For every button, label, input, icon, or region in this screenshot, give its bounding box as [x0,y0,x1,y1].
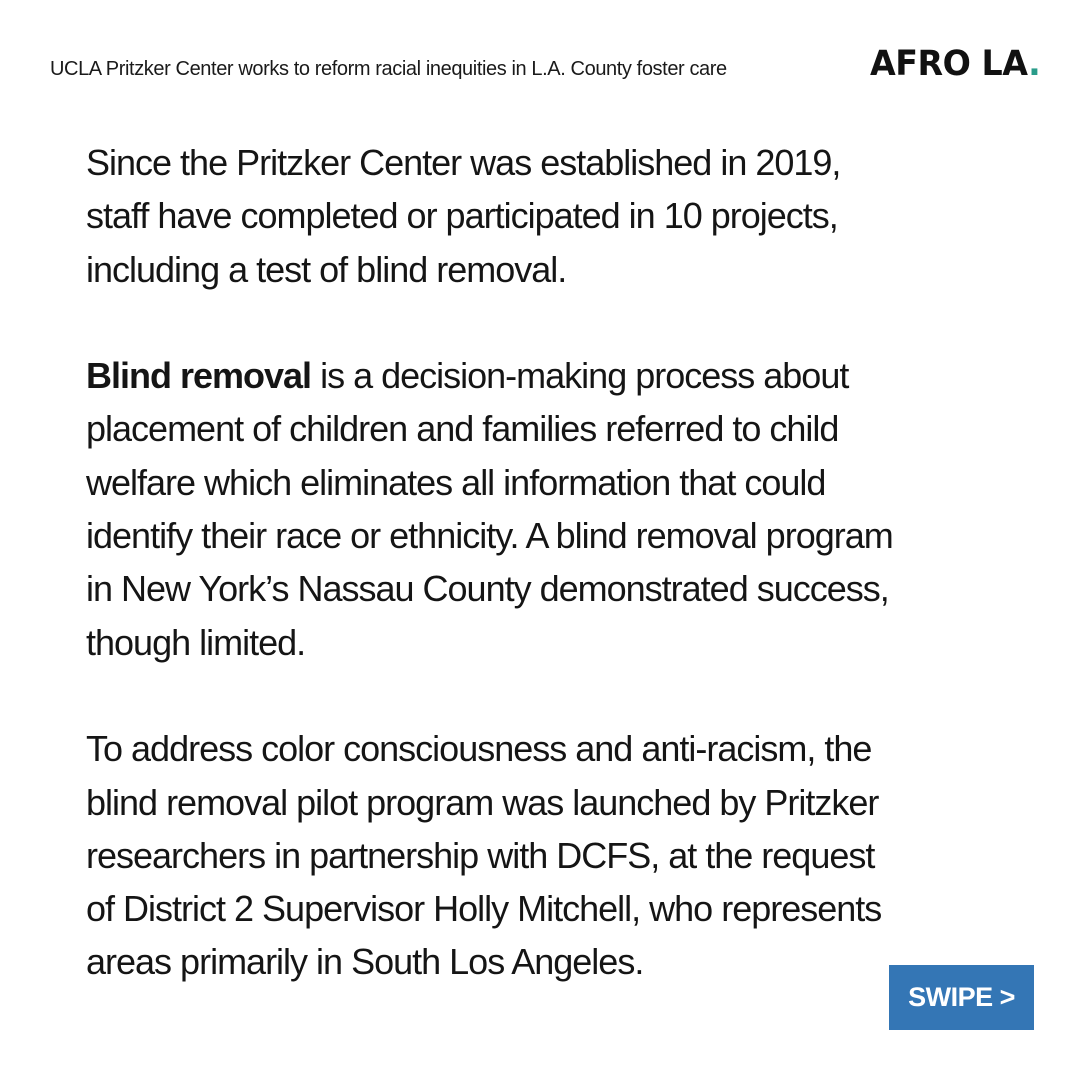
blind-removal-term: Blind removal [86,355,312,397]
paragraph-2-line: identify their race or ethnicity. A blind removal program [86,515,893,557]
paragraph-2-line: in New York’s Nassau County demonstrated success, [86,568,889,610]
paragraph-2-line-rest: is a decision-making process about [311,355,849,397]
paragraph-2-line: though limited. [86,621,306,663]
paragraph-2 [86,349,1016,669]
logo-dot: . [1028,44,1041,84]
paragraph-2-line [86,349,1016,402]
paragraph-1-line: including a test of blind removal. [86,248,567,290]
paragraph-1 [86,136,1016,296]
paragraph-1-line: staff have completed or participated in 10 projects, [86,195,838,237]
paragraph-3-line: To address color consciousness and anti-racism, the [86,728,872,770]
logo-text: AFRO LA [870,44,1029,84]
paragraph-3-line: areas primarily in South Los Angeles. [86,941,644,983]
paragraph-3-line: researchers in partnership with DCFS, at the request [86,834,875,876]
swipe-button[interactable]: SWIPE > [889,965,1034,1030]
paragraph-3-line: blind removal pilot program was launched by Pritzker [86,781,879,823]
article-body [86,136,1016,1042]
afro-la-logo [870,44,1040,84]
paragraph-3-line: of District 2 Supervisor Holly Mitchell, who represents [86,888,882,930]
article-title: UCLA Pritzker Center works to reform racial inequities in L.A. County foster care [50,58,727,80]
paragraph-3 [86,722,1016,988]
paragraph-2-line: placement of children and families referred to child [86,408,839,450]
paragraph-1-line: Since the Pritzker Center was established in 2019, [86,142,841,183]
paragraph-2-line: welfare which eliminates all information that could [86,461,826,503]
